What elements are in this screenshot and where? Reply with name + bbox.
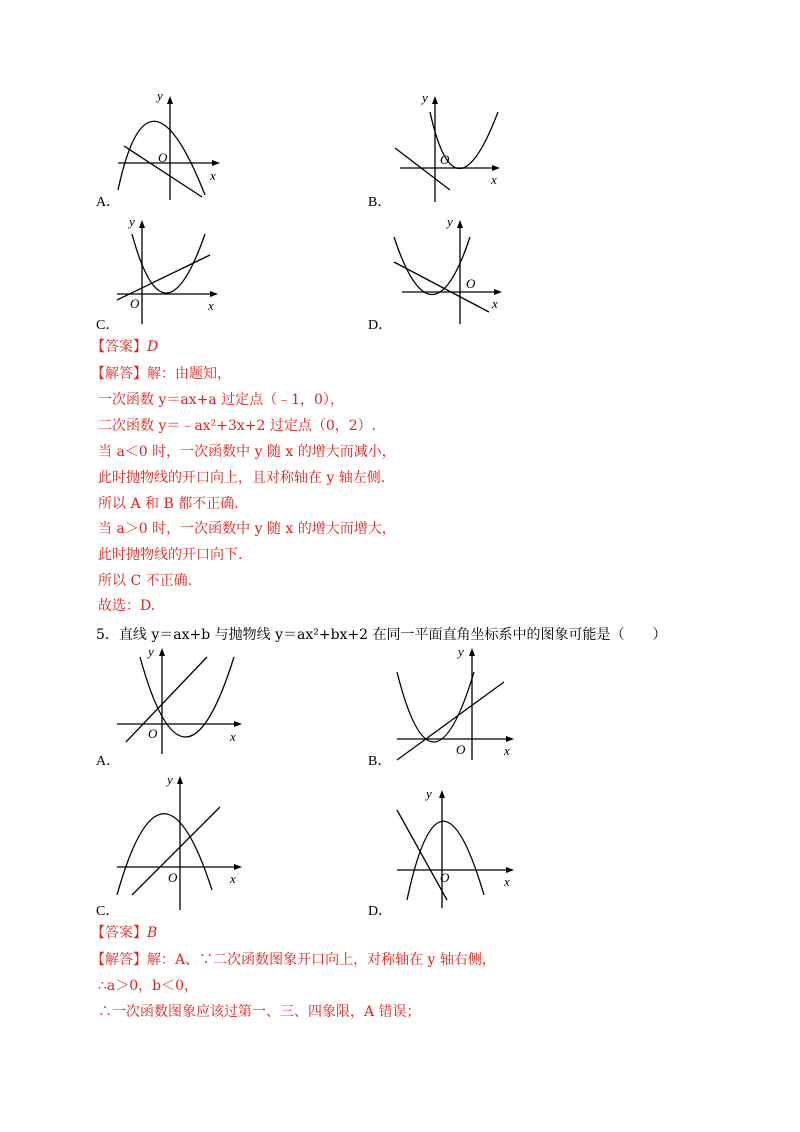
q4-graph-c — [112, 212, 232, 327]
q4-solution-9: 故选：D. — [98, 598, 156, 614]
svg-text:O: O — [158, 150, 168, 165]
q4-graph-a — [110, 90, 230, 205]
svg-text:x: x — [230, 729, 236, 744]
q4-solution-3: 当 a＜0 时，一次函数中 y 随 x 的增大而减小， — [98, 444, 396, 460]
svg-text:O: O — [440, 870, 450, 885]
svg-text:O: O — [168, 870, 178, 885]
q5-graph-d — [392, 780, 522, 910]
q5-solution-2: ∴一次函数图象应该过第一、三、四象限，A 错误； — [98, 1004, 421, 1020]
q4-option-d: D． — [368, 318, 393, 333]
svg-text:O: O — [466, 276, 476, 291]
answer-value: D — [147, 339, 159, 355]
q4-solution-5: 所以 A 和 B 都不正确. — [98, 496, 239, 512]
svg-text:x: x — [230, 871, 236, 886]
q4-solution-0: 【解答】解：由题知， — [91, 366, 231, 382]
svg-text:x: x — [210, 168, 216, 183]
q5-graph-c — [112, 770, 252, 910]
q5-option-b: B． — [368, 754, 392, 769]
q5-solution-1: ∴a＞0，b＜0， — [98, 978, 199, 994]
q4-solution-4: 此时抛物线的开口向上，且对称轴在 y 轴左侧. — [98, 470, 386, 486]
svg-text:O: O — [148, 726, 158, 741]
q4-answer — [91, 338, 158, 356]
q4-solution-6: 当 a＞0 时，一次函数中 y 随 x 的增大而增大， — [98, 521, 396, 537]
svg-text:x: x — [208, 298, 214, 313]
answer-tag: 【答案】 — [91, 925, 147, 941]
q4-solution-2: 二次函数 y＝﹣ax²+3x+2 过定点（0，2）. — [98, 418, 377, 434]
svg-text:y: y — [458, 644, 464, 659]
svg-text:y: y — [129, 214, 135, 229]
q4-solution-7: 此时抛物线的开口向下. — [98, 547, 243, 563]
svg-text:x: x — [504, 874, 510, 889]
answer-tag: 【答案】 — [91, 339, 147, 355]
svg-text:y: y — [422, 90, 428, 105]
svg-text:O: O — [456, 742, 466, 757]
q4-graph-b — [390, 90, 510, 205]
q5-option-d: D． — [368, 904, 393, 919]
q5-graph-a — [112, 642, 252, 757]
q5-solution-0: 【解答】解：A、∵二次函数图象开口向上，对称轴在 y 轴右侧， — [91, 952, 496, 968]
svg-text:y: y — [157, 88, 163, 103]
q5-answer — [91, 924, 157, 942]
q4-option-b: B． — [368, 195, 392, 210]
svg-text:O: O — [440, 152, 450, 167]
svg-text:y: y — [167, 772, 173, 787]
q4-solution-8: 所以 C 不正确. — [98, 573, 193, 589]
q5-option-c: C． — [96, 904, 120, 919]
q5-option-a: A． — [96, 754, 121, 769]
svg-text:y: y — [148, 644, 154, 659]
q5-stem: 5．直线 y＝ax+b 与抛物线 y＝ax²+bx+2 在同一平面直角坐标系中的图象可能是（ ） — [96, 627, 667, 643]
q4-option-c: C． — [96, 318, 120, 333]
svg-text:y: y — [426, 786, 432, 801]
q4-solution-1: 一次函数 y＝ax+a 过定点（﹣1，0）， — [98, 392, 344, 408]
q4-graph-d — [392, 212, 512, 327]
q4-option-a: A． — [96, 195, 121, 210]
svg-text:y: y — [447, 214, 453, 229]
svg-text:O: O — [130, 296, 140, 311]
svg-text:x: x — [504, 743, 510, 758]
answer-value: B — [147, 925, 158, 941]
q5-graph-b — [392, 642, 522, 767]
svg-text:x: x — [491, 172, 497, 187]
svg-text:x: x — [492, 296, 498, 311]
